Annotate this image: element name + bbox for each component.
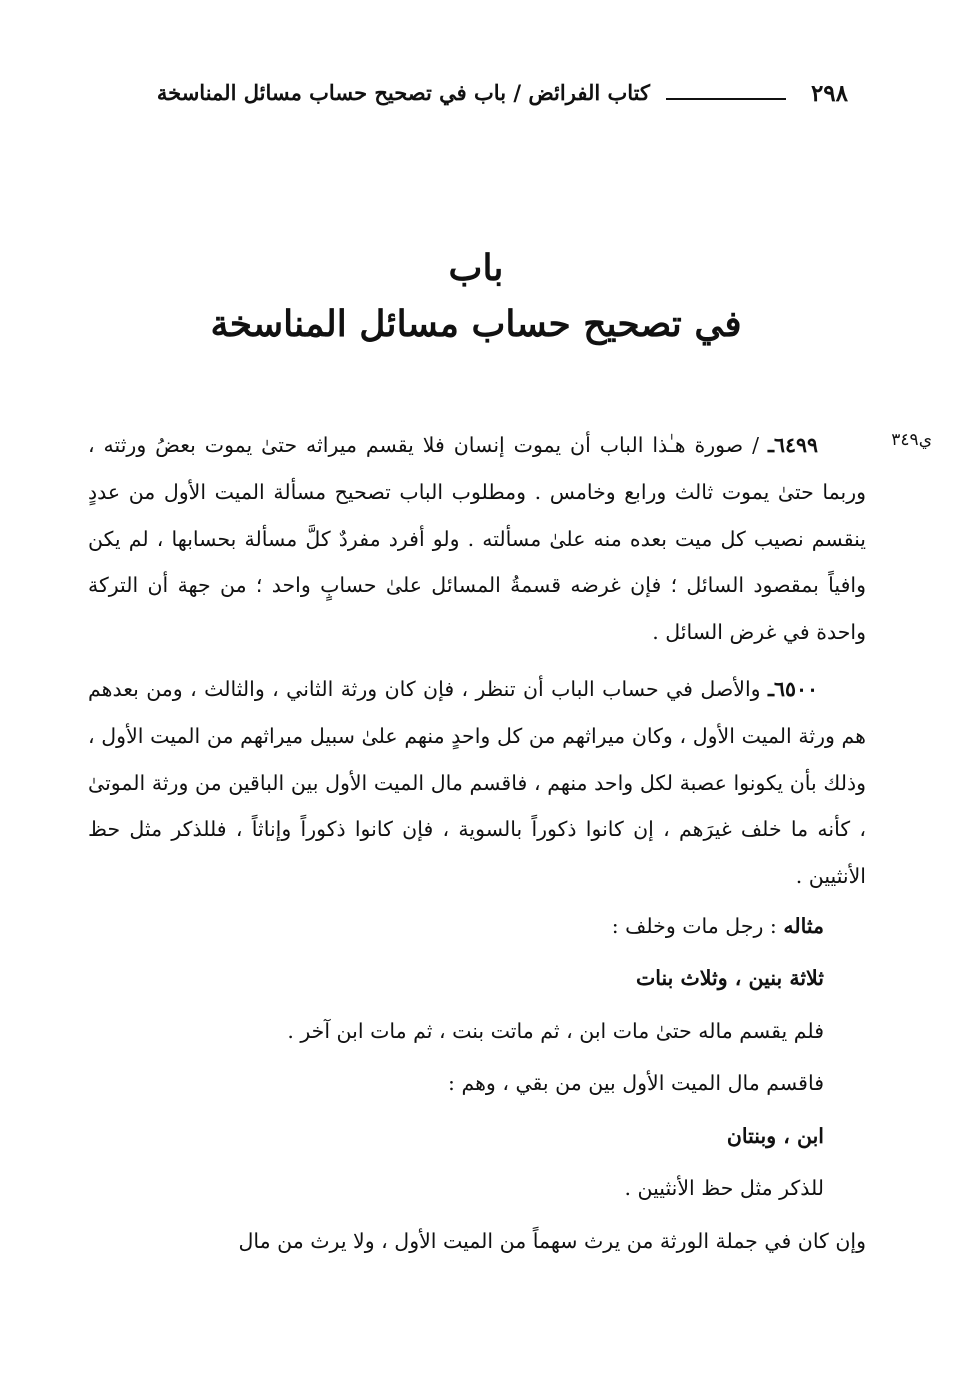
paragraph-number: ٦٤٩٩ـ	[767, 433, 818, 457]
paragraph-6499	[88, 422, 866, 656]
header-rule	[666, 98, 786, 100]
chapter-title: في تصحيح حساب مسائل المناسخة	[210, 303, 742, 345]
paragraph-text: / صورة هـٰذا الباب أن يموت إنسان فلا يقسم ميراثه حتىٰ يموت بعضُ ورثته ، وربما حتىٰ يموت ثالث ورابع وخامس . ومطلوب الباب تصحيح مسألة الميت الأول من عددٍ ينقسم نصيب كل ميت بعده منه علىٰ مسألته . ولو أفرد مفردٌ كلَّ مسألة بحسابها ، لم يكن وافياً بمقصود السائل ؛ فإن غرضه قسمةُ المسائل علىٰ حسابٍ واحد ؛ من جهة أن التركة واحدة في غرض السائل .	[88, 433, 866, 645]
paragraph-6500	[88, 666, 866, 900]
running-title: كتاب الفرائض / باب في تصحيح حساب مسائل المناسخة	[156, 80, 650, 105]
paragraph-text: والأصل في حساب الباب أن تنظر ، فإن كان ورثة الثاني ، والثالث ، ومن بعدهم هم ورثة الميت الأول ، وكان ميراثهم من كل واحدٍ منهم علىٰ سبيل ميراثهم من الميت الأول ، وذلك بأن يكونوا عصبة لكل واحد منهم ، فاقسم مال الميت الأول بين الباقين من ورثة الموتىٰ ، كأنه ما خلف غيرَهم ، إن كانوا ذكوراً بالسوية ، فإن كانوا ذكوراً وإناثاً ، فللذكر مثل حظ الأنثيين .	[88, 676, 866, 889]
example-heirs: ثلاثة بنين ، وثلاث بنات	[635, 966, 824, 991]
final-line: وإن كان في جملة الورثة من يرث سهماً من الميت الأول ، ولا يرث من مال	[238, 1228, 866, 1253]
example-line-4: فاقسم مال الميت الأول بين من بقي ، وهم :	[448, 1071, 824, 1096]
margin-note: ي٣٤٩	[891, 430, 932, 450]
example-remaining: ابن ، وبنتان	[726, 1123, 824, 1148]
body-text	[88, 422, 866, 1267]
example-intro-text: : رجل مات وخلف :	[611, 913, 784, 938]
example-intro	[88, 900, 866, 953]
example-line-6: للذكر مثل حظ الأنثيين .	[624, 1176, 824, 1201]
chapter-heading	[88, 240, 864, 352]
running-header	[88, 78, 848, 118]
chapter-label: باب	[448, 247, 504, 289]
example-line-3: فلم يقسم ماله حتىٰ مات ابن ، ثم ماتت بنت ، ثم مات ابن آخر .	[287, 1018, 824, 1043]
example-label: مثاله	[783, 913, 824, 938]
paragraph-number: ٦٥٠٠ـ	[767, 676, 818, 701]
page-number: ٢٩٨	[810, 80, 848, 107]
